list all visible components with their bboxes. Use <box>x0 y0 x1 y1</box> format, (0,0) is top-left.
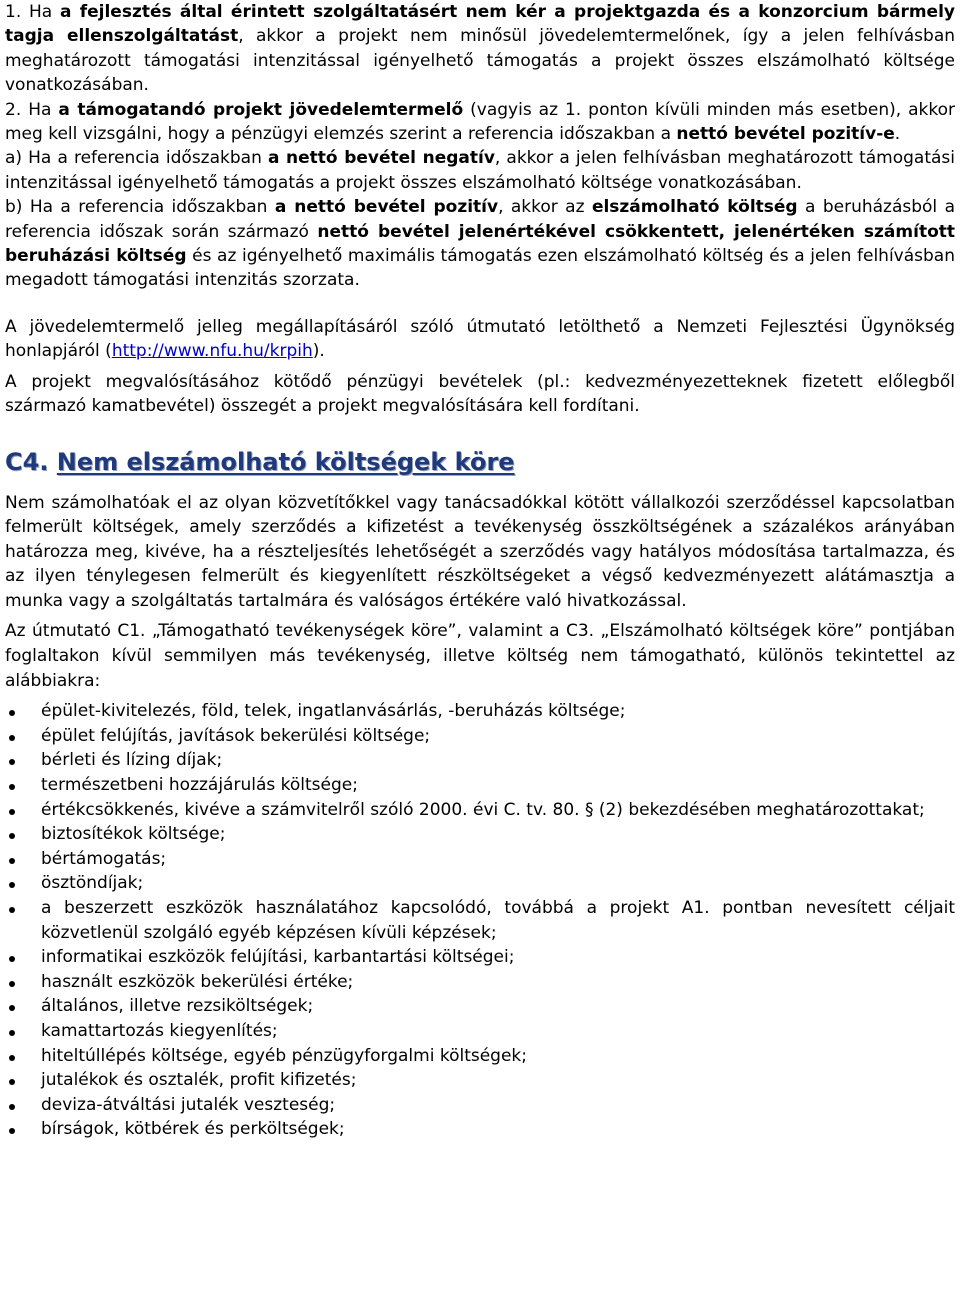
nfu-link[interactable]: http://www.nfu.hu/krpih <box>111 341 313 362</box>
list-item: a beszerzett eszközök használatához kapcsolódó, továbbá a projekt A1. pontban nevesített céljait közvetlenül szolgáló egyéb képzésen kívüli képzések; <box>5 896 955 945</box>
case-a-emphasis: a nettó bevétel negatív <box>267 148 495 169</box>
list-item: épület-kivitelezés, föld, telek, ingatlanvásárlás, -beruházás költsége; <box>5 699 955 724</box>
paragraph-case-b: b) Ha a referencia időszakban a nettó bevétel pozitív, akkor az elszámolható költség a beruházásból a referencia időszak során származó nettó bevétel jelenértékével csökkentett, jelenértéken számított beruházási költség és az igényelhető maximális támogatás ezen elszámolható költség és a jelen felhívásban megadott támogatási intenzitás szorzata. <box>5 197 955 291</box>
list-item: általános, illetve rezsiköltségek; <box>5 994 955 1019</box>
case-2-emphasis: a támogatandó projekt jövedelemtermelő <box>58 99 464 120</box>
list-item: értékcsökkenés, kivéve a számvitelről szóló 2000. évi C. tv. 80. § (2) bekezdésében meghatározottakat; <box>5 798 955 823</box>
paragraph-case-2: 2. Ha a támogatandó projekt jövedelemtermelő (vagyis az 1. ponton kívüli minden más esetben), akkor meg kell vizsgálni, hogy a pénzügyi elemzés szerint a referencia időszakban a nettó bevétel pozitív-e. <box>5 99 956 145</box>
list-item: természetbeni hozzájárulás költsége; <box>5 773 955 798</box>
section-heading-c4 <box>5 447 955 477</box>
case-1-emphasis: a fejlesztés által érintett szolgáltatásért nem kér a projektgazda és a konzorcium bármely tagja ellenszolgáltatást <box>5 2 955 47</box>
list-item: bértámogatás; <box>5 847 955 872</box>
paragraph-project-revenue: A projekt megvalósításához kötődő pénzügyi bevételek (pl.: kedvezményezetteknek fizetett előlegből származó kamatbevétel) összegét a projekt megvalósítására kell fordítani. <box>5 371 955 417</box>
paragraph-case-1: 1. Ha a fejlesztés által érintett szolgáltatásért nem kér a projektgazda és a konzorcium bármely tagja ellenszolgáltatást, akkor a projekt nem minősül jövedelemtermelőnek, így a jelen felhívásban meghatározott támogatási intenzitással igényelhető támogatás a projekt összes elszámolható költsége vonatkozásában. <box>5 2 956 96</box>
list-item: informatikai eszközök felújítási, karbantartási költségei; <box>5 945 955 970</box>
section-title: Nem elszámolható költségek köre <box>56 447 515 476</box>
list-item: ösztöndíjak; <box>5 871 955 896</box>
list-item: hiteltúllépés költsége, egyéb pénzügyforgalmi költségek; <box>5 1044 955 1069</box>
section-number: C4. <box>5 447 49 476</box>
paragraph-case-a: a) Ha a referencia időszakban a nettó bevétel negatív, akkor a jelen felhívásban meghatározott támogatási intenzitással igényelhető támogatás a projekt összes elszámolható költsége vonatkozásában. <box>5 148 955 193</box>
list-item: jutalékok és osztalék, profit kifizetés; <box>5 1068 955 1093</box>
non-eligible-list <box>5 699 955 1142</box>
list-item: biztosítékok költsége; <box>5 822 955 847</box>
list-item: épület felújítás, javítások bekerülési költsége; <box>5 724 955 749</box>
list-item: használt eszközök bekerülési értéke; <box>5 970 955 995</box>
case-b-net-present-value: nettó bevétel jelenértékével csökkentett, jelenértéken számított beruházási költség <box>5 221 955 267</box>
paragraph-non-eligible: Nem számolhatóak el az olyan közvetítőkkel vagy tanácsadókkal kötött vállalkozói szerződéssel kapcsolatban felmerült költségek, amely szerződés a kifizetést a tevékenység összköltségének a százalékos arányában határozza meg, kivéve, ha a részteljesítés lehetőségét a szerződés vagy hatályos módosítása tartalmazza, és az ilyen ténylegesen felmerült és kiegyenlített részköltségeket a végső kedvezményezett alátámasztja a munka vagy a szolgáltatás tartalmára és valóságos értékére való hivatkozással. <box>5 492 955 611</box>
list-item: bírságok, kötbérek és perköltségek; <box>5 1117 955 1142</box>
paragraph-guide: A jövedelemtermelő jelleg megállapításáról szóló útmutató letölthető a Nemzeti Fejlesztési Ügynökség honlapjáról (http://www.nfu.hu/krpih). <box>5 316 955 362</box>
list-item: deviza-átváltási jutalék veszteség; <box>5 1093 955 1118</box>
list-item: bérleti és lízing díjak; <box>5 748 955 773</box>
paragraph-reference: Az útmutató C1. „Támogatható tevékenységek köre”, valamint a C3. „Elszámolható költségek köre” pontjában foglaltakon kívül semmilyen más tevékenység, illetve költség nem támogatható, különös tekintettel az alábbiakra: <box>5 621 955 691</box>
case-b-emphasis: a nettó bevétel pozitív <box>274 197 499 218</box>
case-b-eligible-cost: elszámolható költség <box>591 197 798 218</box>
list-item: kamattartozás kiegyenlítés; <box>5 1019 955 1044</box>
case-2-net-revenue: nettó bevétel pozitív-e <box>676 124 895 145</box>
